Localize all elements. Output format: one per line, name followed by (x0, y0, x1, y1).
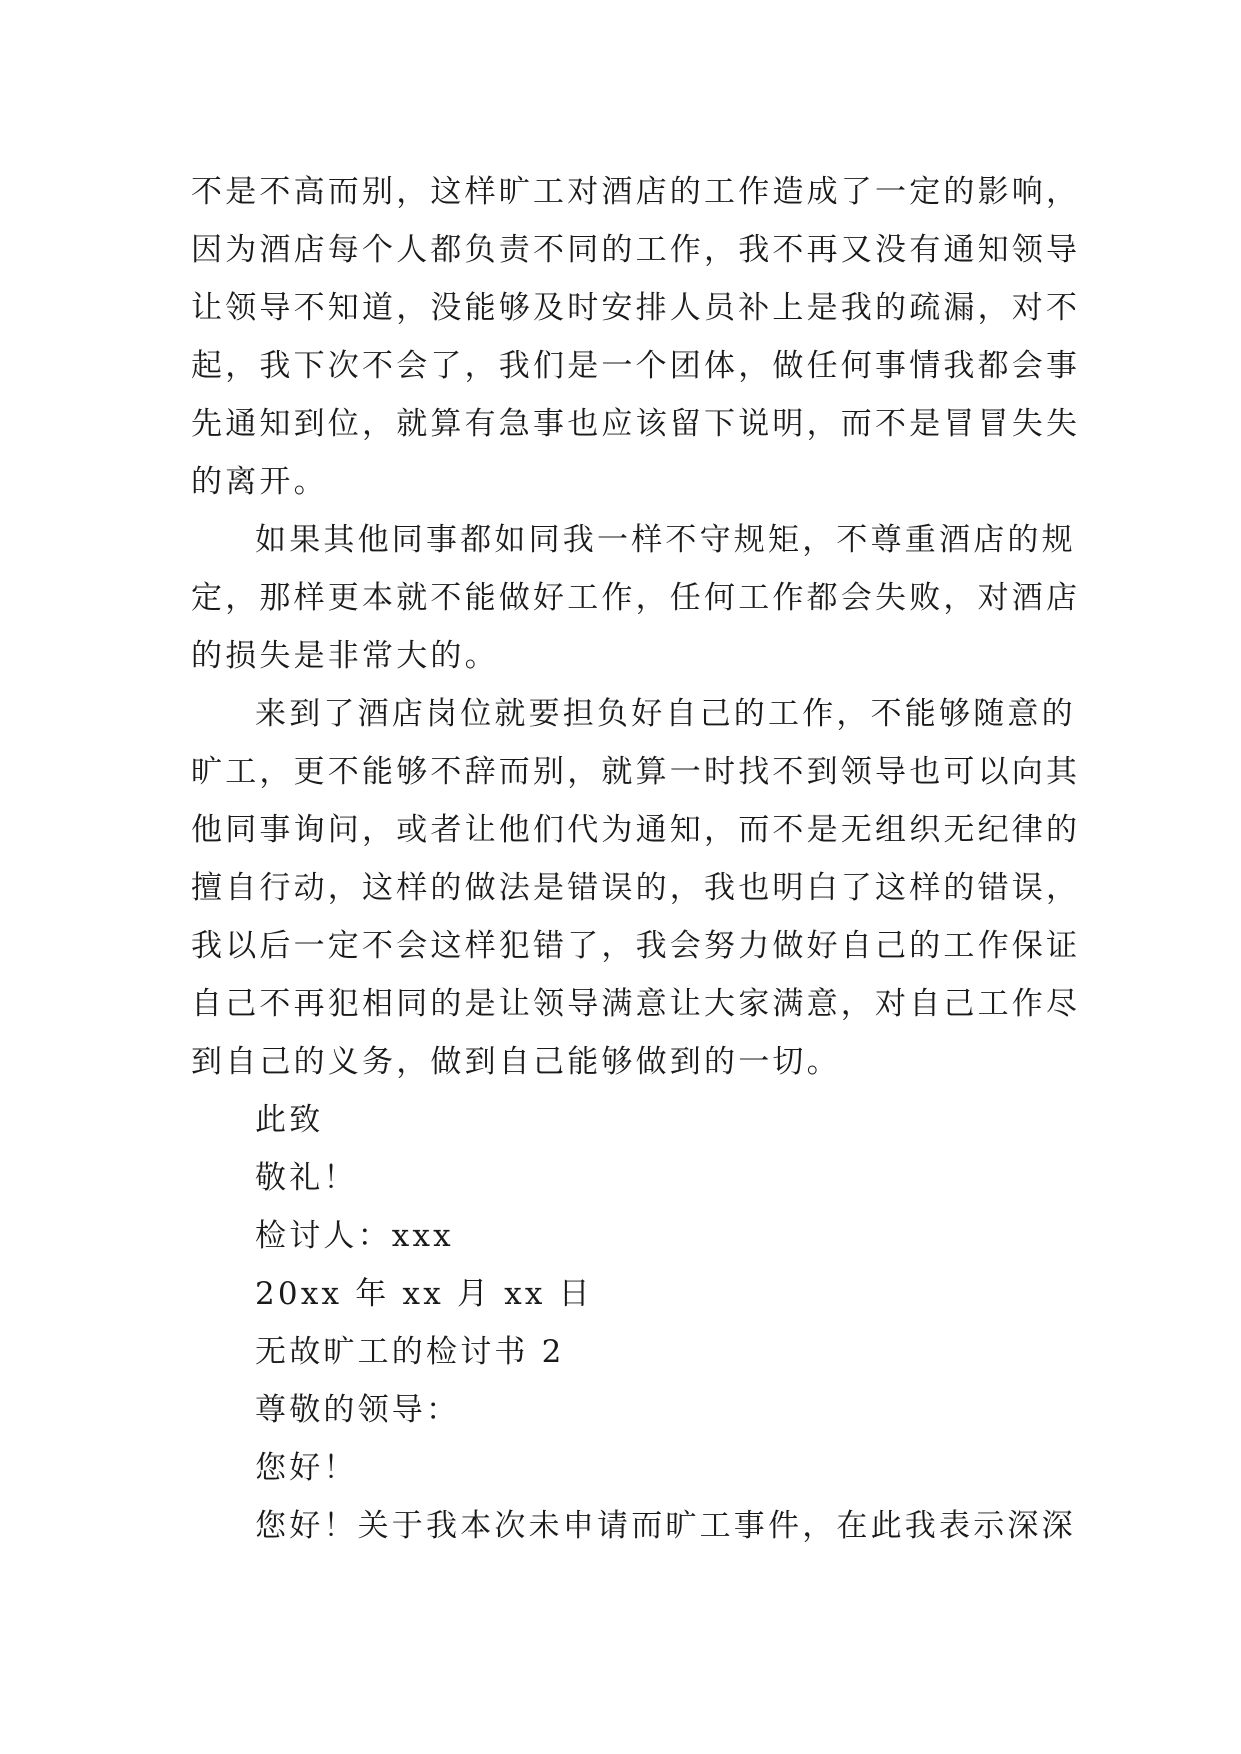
paragraph-line: 定，那样更本就不能做好工作，任何工作都会失败，对酒店 (191, 580, 1081, 616)
paragraph-line: 让领导不知道，没能够及时安排人员补上是我的疏漏，对不 (191, 290, 1081, 326)
paragraph-line: 先通知到位，就算有急事也应该留下说明，而不是冒冒失失 (191, 406, 1081, 442)
date-line: 20xx 年 xx 月 xx 日 (255, 1276, 593, 1312)
section-title: 无故旷工的检讨书 2 (255, 1334, 565, 1370)
paragraph-line: 擅自行动，这样的做法是错误的，我也明白了这样的错误， (191, 870, 1081, 906)
paragraph-line: 到自己的义务，做到自己能够做到的一切。 (191, 1044, 841, 1080)
paragraph-line: 您好！关于我本次未申请而旷工事件，在此我表示深深 (255, 1508, 1076, 1544)
closing-salutation: 此致 (255, 1102, 324, 1138)
paragraph-line: 起，我下次不会了，我们是一个团体，做任何事情我都会事 (191, 348, 1081, 384)
greeting: 您好！ (255, 1450, 358, 1486)
greeting-recipient: 尊敬的领导： (255, 1392, 461, 1428)
paragraph-line: 不是不高而别，这样旷工对酒店的工作造成了一定的影响， (191, 174, 1081, 210)
paragraph-line: 如果其他同事都如同我一样不守规矩，不尊重酒店的规 (255, 522, 1076, 558)
closing-regards: 敬礼！ (255, 1160, 358, 1196)
paragraph-line: 因为酒店每个人都负责不同的工作，我不再又没有通知领导 (191, 232, 1081, 268)
paragraph-line: 的离开。 (191, 464, 328, 500)
paragraph-line: 他同事询问，或者让他们代为通知，而不是无组织无纪律的 (191, 812, 1081, 848)
paragraph-line: 旷工，更不能够不辞而别，就算一时找不到领导也可以向其 (191, 754, 1081, 790)
document-body (191, 163, 1081, 1555)
paragraph-line: 来到了酒店岗位就要担负好自己的工作，不能够随意的 (255, 696, 1076, 732)
paragraph-line: 我以后一定不会这样犯错了，我会努力做好自己的工作保证 (191, 928, 1081, 964)
paragraph-line: 自己不再犯相同的是让领导满意让大家满意，对自己工作尽 (191, 986, 1081, 1022)
paragraph-line: 的损失是非常大的。 (191, 638, 499, 674)
author-line: 检讨人：xxx (255, 1218, 454, 1254)
